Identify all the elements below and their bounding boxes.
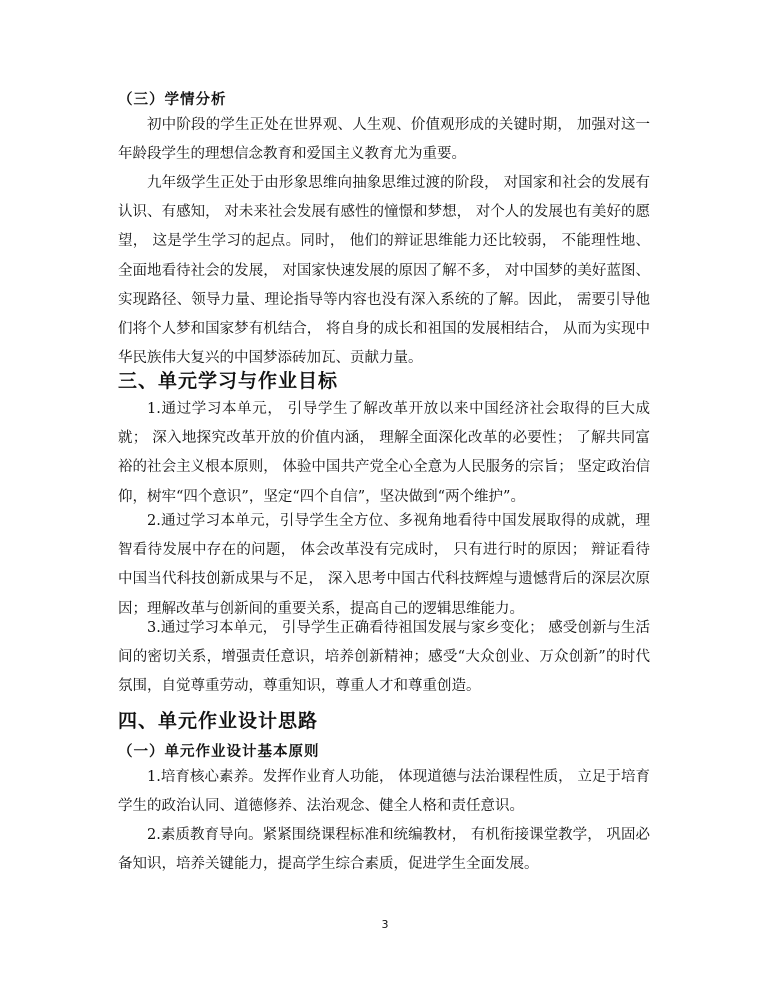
page-number: 3 xyxy=(381,918,389,931)
subsection-heading-design-principles: （一）单元作业设计基本原则 xyxy=(118,744,320,760)
section-heading-goals: 三、单元学习与作业目标 xyxy=(118,370,339,392)
design-principle-item-2: 2.素质教育导向。紧紧围绕课程标准和统编教材， 有机衔接课堂教学， 巩固必备知识，培养关键能力，提高学生综合素质，促进学生全面发展。 xyxy=(118,827,650,873)
section-heading-design: 四、单元作业设计思路 xyxy=(118,710,319,732)
paragraph-learning-analysis-1: 初中阶段的学生正处在世界观、人生观、价值观形成的关键时期， 加强对这一年龄段学生的理想信念教育和爱国主义教育尤为重要。 xyxy=(118,117,650,163)
design-principle-item-1: 1.培育核心素养。发挥作业育人功能， 体现道德与法治课程性质， 立足于培育学生的政治认同、道德修养、法治观念、健全人格和责任意识。 xyxy=(118,769,650,815)
goal-item-1: 1.通过学习本单元， 引导学生了解改革开放以来中国经济社会取得的巨大成就； 深入地探究改革开放的价值内涵， 理解全面深化改革的必要性； 了解共同富裕的社会主义根本原则， 体验中国共产党全心全意为人民服务的宗旨； 坚定政治信仰，树牢“四个意识”，坚定“四个自信”，坚决做到“两个维护”。 xyxy=(118,401,650,505)
paragraph-learning-analysis-2: 九年级学生正处于由形象思维向抽象思维过渡的阶段， 对国家和社会的发展有认识、有感知， 对未来社会发展有感性的憧憬和梦想， 对个人的发展也有美好的愿望， 这是学生学习的起点。同时， 他们的辩证思维能力还比较弱， 不能理性地、全面地看待社会的发展， 对国家快速发展的原因了解不多， 对中国梦的美好蓝图、实现路径、领导力量、理论指导等内容也没有深入系统的了解。因此， 需要引导他们将个人梦和国家梦有机结合， 将自身的成长和祖国的发展相结合， 从而为实现中华民族伟大复兴的中国梦添砖加瓦、贡献力量。 xyxy=(118,175,650,367)
goal-item-3: 3.通过学习本单元， 引导学生正确看待祖国发展与家乡变化； 感受创新与生活间的密切关系，增强责任意识，培养创新精神；感受“大众创业、万众创新”的时代氛围，自觉尊重劳动，尊重知识，尊重人才和尊重创造。 xyxy=(118,620,650,695)
section-heading-learning-analysis: （三）学情分析 xyxy=(118,92,227,108)
goal-item-2: 2.通过学习本单元，引导学生全方位、多视角地看待中国发展取得的成就，理智看待发展中存在的问题， 体会改革没有完成时， 只有进行时的原因； 辩证看待中国当代科技创新成果与不足， 深入思考中国古代科技辉煌与遗憾背后的深层次原因；理解改革与创新间的重要关系，提高自己的逻辑思维能力。 xyxy=(118,513,650,617)
